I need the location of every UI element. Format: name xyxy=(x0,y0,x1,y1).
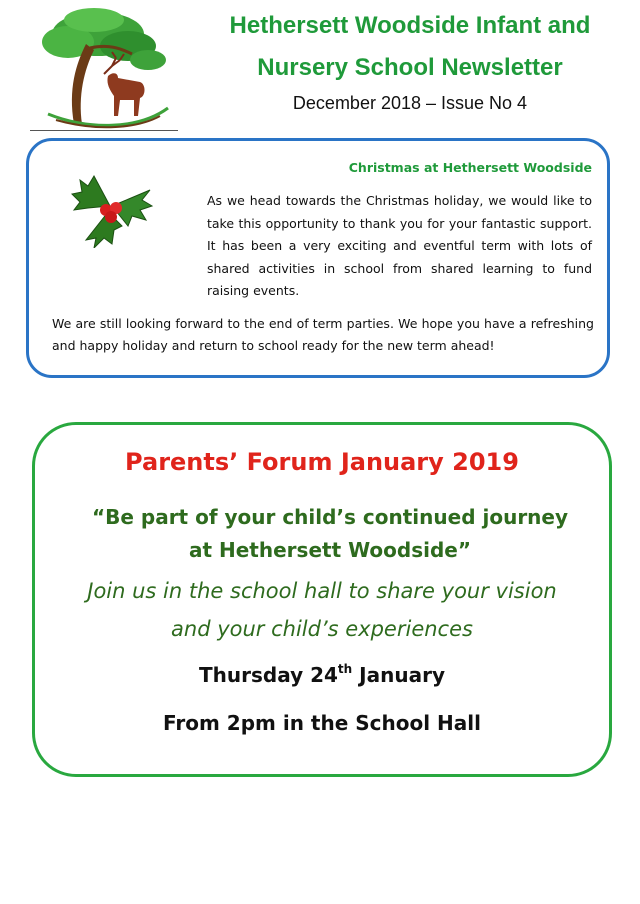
forum-date-suffix: th xyxy=(337,662,353,676)
forum-invite-line2: and your child’s experiences xyxy=(171,617,473,641)
forum-invitation xyxy=(32,572,612,648)
forum-quote-line1: “Be part of your child’s continued journey xyxy=(91,505,569,529)
newsletter-title-line1: Hethersett Woodside Infant and xyxy=(229,12,591,39)
holly-icon xyxy=(66,164,158,248)
header-divider xyxy=(30,130,178,131)
christmas-heading: Christmas at Hethersett Woodside xyxy=(348,160,592,175)
forum-quote-line2: at Hethersett Woodside” xyxy=(188,538,472,562)
forum-title: Parents’ Forum January 2019 xyxy=(125,448,519,476)
newsletter-title-line2: Nursery School Newsletter xyxy=(257,54,563,81)
forum-invite-line1: Join us in the school hall to share your vision xyxy=(87,579,557,603)
christmas-paragraph-2: We are still looking forward to the end of term parties. We hope you have a refreshing and happy holiday and return to school ready for the new term ahead! xyxy=(52,316,594,353)
christmas-paragraph-1: As we head towards the Christmas holiday, we would like to take this opportunity to thank you for your fantastic support. It has been a very exciting and eventful term with lots of shared activities in school from shared learning to fund raising events. xyxy=(207,193,592,298)
forum-date xyxy=(32,662,612,687)
issue-date: December 2018 – Issue No 4 xyxy=(292,93,528,113)
forum-date-day: Thursday 24 xyxy=(199,663,338,687)
forum-date-month: January xyxy=(352,663,445,687)
tree-and-deer-logo-icon xyxy=(28,4,180,132)
forum-quote xyxy=(70,501,590,567)
forum-time: From 2pm in the School Hall xyxy=(163,711,481,735)
